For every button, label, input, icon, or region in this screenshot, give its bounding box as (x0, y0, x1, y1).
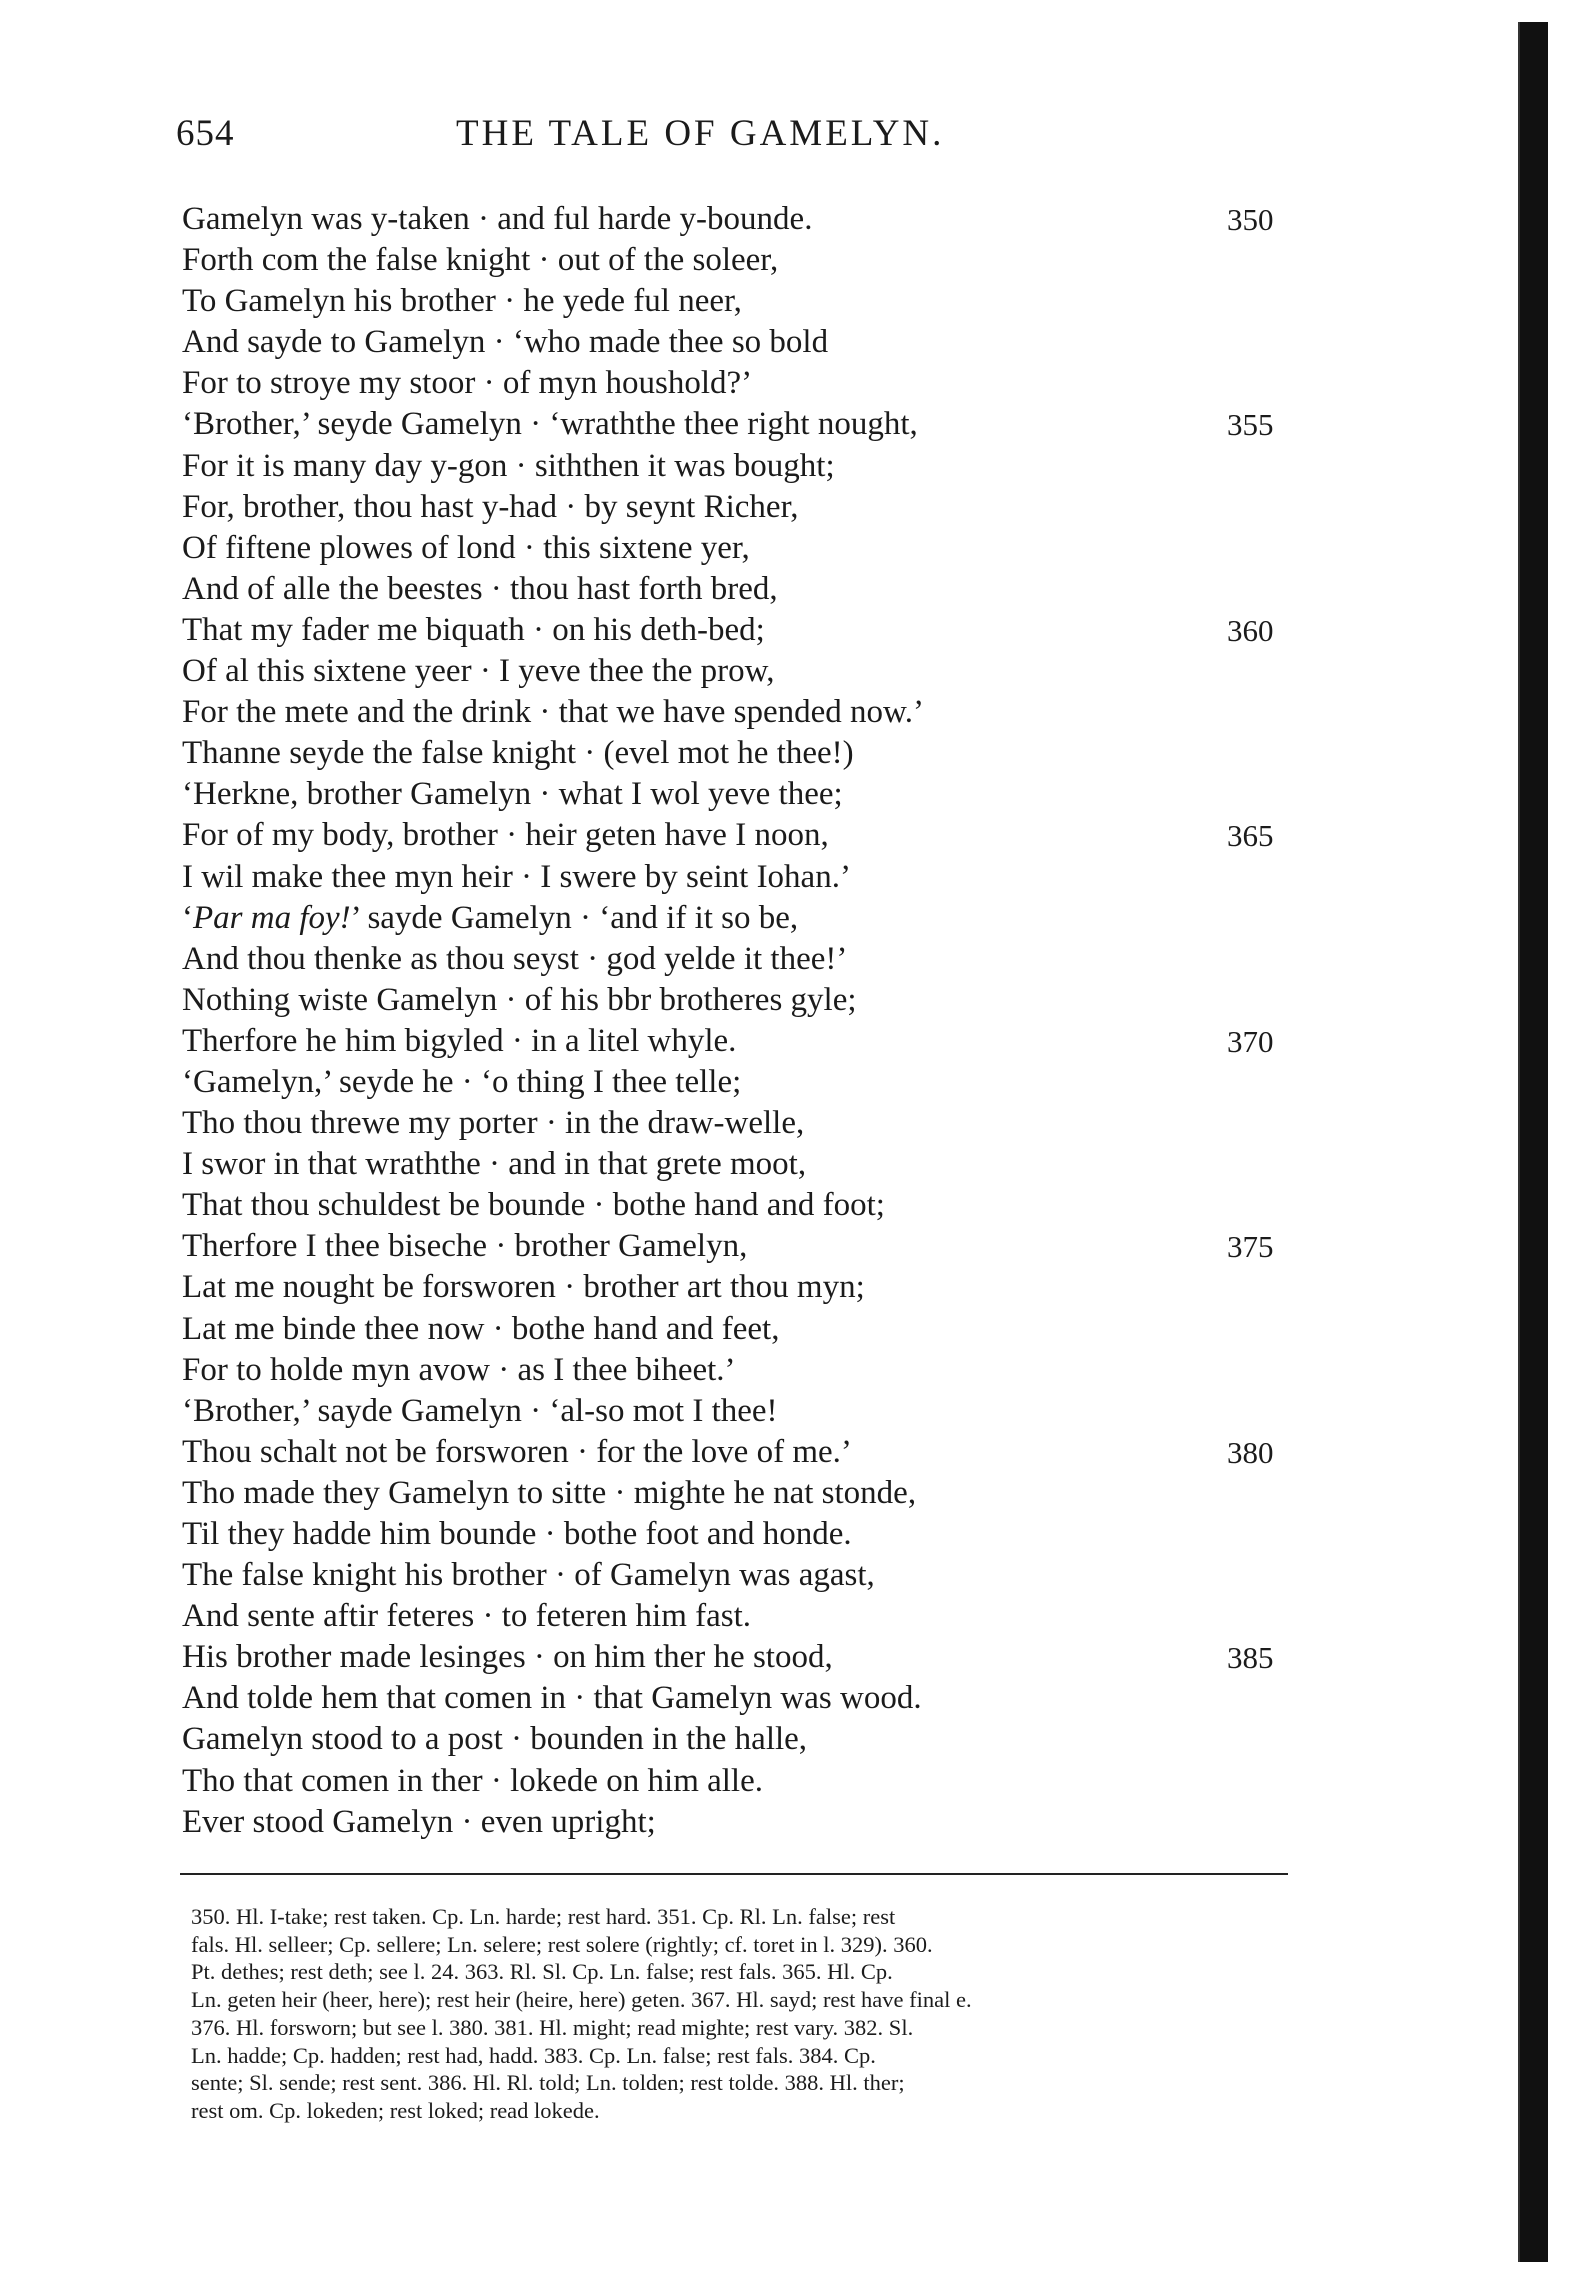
poem-line-text: Gamelyn was y-taken · and ful harde y-bounde. (182, 201, 813, 237)
line-number: 360 (1227, 612, 1274, 648)
poem-line-text: For, brother, thou hast y-had · by seynt Richer, (182, 488, 799, 525)
poem-line-text: Gamelyn stood to a post · bounden in the halle, (182, 1721, 808, 1758)
poem-line-text: Of fiftene plowes of lond · this sixtene yer, (182, 529, 750, 566)
poem-line-text: That thou schuldest be bounde · bothe hand and foot; (182, 1187, 885, 1224)
poem-line (182, 1555, 1302, 1596)
poem-line (182, 1473, 1302, 1514)
footnote-line: Ln. hadde; Cp. hadden; rest had, hadd. 383. Cp. Ln. false; rest fals. 384. Cp. (191, 2042, 876, 2068)
poem-line (182, 857, 1302, 898)
poem-line-text: Til they hadde him bounde · bothe foot and honde. (182, 1516, 852, 1552)
poem-line-text: Tho made they Gamelyn to sitte · mighte he nat stonde, (182, 1474, 917, 1511)
page-header (176, 112, 1076, 172)
poem-line (182, 610, 1302, 651)
poem-line (182, 446, 1302, 487)
poem-line-text: ‘Gamelyn,’ seyde he · ‘o thing I thee telle; (182, 1063, 742, 1100)
line-number: 370 (1227, 1023, 1274, 1059)
poem-line (182, 1514, 1302, 1555)
poem-text (182, 199, 1302, 1843)
line-number: 375 (1227, 1229, 1274, 1265)
poem-line-text: Thou schalt not be forsworen · for the love of me.’ (182, 1433, 852, 1470)
poem-line (182, 240, 1302, 281)
poem-line (182, 1719, 1302, 1760)
poem-line (182, 281, 1302, 322)
poem-line-text: His brother made lesinges · on him ther he stood, (182, 1639, 833, 1676)
poem-line-text: Nothing wiste Gamelyn · of his bbr brotheres gyle; (182, 981, 857, 1018)
poem-line-text: That my fader me biquath · on his deth-bed; (182, 611, 765, 648)
poem-line-text: For to holde myn avow · as I thee biheet.’ (182, 1351, 736, 1388)
poem-line (182, 322, 1302, 363)
poem-line-text: I swor in that wraththe · and in that grete moot, (182, 1146, 807, 1183)
footnote-rule (180, 1873, 1288, 1875)
poem-line-text: To Gamelyn his brother · he yede ful neer, (182, 283, 742, 320)
poem-line-text: I wil make thee myn heir · I swere by seint Iohan.’ (182, 858, 851, 895)
poem-line-text: Therfore I thee biseche · brother Gamelyn, (182, 1228, 748, 1265)
poem-line (182, 1185, 1302, 1226)
poem-line-text: Ever stood Gamelyn · even upright; (182, 1803, 656, 1840)
poem-line-text: Lat me nought be forsworen · brother art thou myn; (182, 1269, 865, 1306)
poem-line-text: Therfore he him bigyled · in a litel whyle. (182, 1022, 737, 1059)
poem-line (182, 1761, 1302, 1802)
poem-line (182, 1637, 1302, 1678)
poem-line (182, 199, 1302, 240)
poem-line (182, 1432, 1302, 1473)
close-quote: ’ (350, 899, 360, 936)
poem-line (182, 569, 1302, 610)
poem-line (182, 898, 1302, 939)
poem-line (182, 404, 1302, 445)
poem-line (182, 1350, 1302, 1391)
poem-line-text (182, 900, 798, 936)
poem-line (182, 1802, 1302, 1843)
footnote-line: sente; Sl. sende; rest sent. 386. Hl. Rl. told; Ln. tolden; rest tolde. 388. Hl. ther; (191, 2070, 905, 2096)
poem-line-text: And of alle the beestes · thou hast forth bred, (182, 570, 778, 607)
poem-line (182, 1103, 1302, 1144)
poem-line-text: Tho thou threwe my porter · in the draw-welle, (182, 1105, 805, 1142)
line-rest: sayde Gamelyn · ‘and if it so be, (359, 899, 799, 936)
poem-line (182, 733, 1302, 774)
poem-line (182, 1309, 1302, 1350)
page-number: 654 (176, 113, 235, 154)
poem-line (182, 815, 1302, 856)
poem-line-text: ‘Brother,’ sayde Gamelyn · ‘al-so mot I thee! (182, 1392, 778, 1429)
poem-line-text: Tho that comen in ther · lokede on him alle. (182, 1762, 763, 1799)
poem-line (182, 1062, 1302, 1103)
line-number: 380 (1227, 1434, 1274, 1470)
poem-line-text: For to stroye my stoor · of myn houshold?’ (182, 365, 753, 402)
poem-line-text: And thou thenke as thou seyst · god yelde it thee!’ (182, 940, 848, 977)
line-number: 355 (1227, 407, 1274, 443)
poem-line (182, 774, 1302, 815)
poem-line (182, 1678, 1302, 1719)
footnote-line: Ln. geten heir (heer, here); rest heir (heire, here) geten. 367. Hl. sayd; rest have final e. (191, 1987, 972, 2013)
line-number: 385 (1227, 1640, 1274, 1676)
poem-line-text: Forth com the false knight · out of the soleer, (182, 242, 779, 279)
running-title: THE TALE OF GAMELYN. (456, 113, 945, 154)
italic-phrase: Par ma foy! (193, 899, 351, 936)
poem-line-text: For the mete and the drink · that we have spended now.’ (182, 694, 924, 731)
poem-line-text: For of my body, brother · heir geten have I noon, (182, 817, 829, 854)
open-quote: ‘ (182, 899, 193, 936)
poem-line-text: And sayde to Gamelyn · ‘who made thee so bold (182, 324, 829, 361)
footnote-line: fals. Hl. selleer; Cp. sellere; Ln. selere; rest solere (rightly; cf. toret in l. 329). 360. (191, 1931, 933, 1957)
poem-line (182, 1596, 1302, 1637)
poem-line (182, 980, 1302, 1021)
footnote-line: rest om. Cp. lokeden; rest loked; read lokede. (191, 2097, 600, 2123)
poem-line-text: ‘Herkne, brother Gamelyn · what I wol yeve thee; (182, 776, 843, 813)
poem-line (182, 528, 1302, 569)
footnotes (191, 1903, 1291, 2125)
poem-line (182, 1144, 1302, 1185)
poem-line (182, 939, 1302, 980)
poem-line (182, 1226, 1302, 1267)
poem-line (182, 487, 1302, 528)
poem-line-text: Of al this sixtene yeer · I yeve thee the prow, (182, 653, 775, 690)
line-number: 365 (1227, 818, 1274, 854)
poem-line (182, 1391, 1302, 1432)
poem-line-text: For it is many day y-gon · siththen it was bought; (182, 447, 835, 484)
footnote-line: 350. Hl. I-take; rest taken. Cp. Ln. harde; rest hard. 351. Cp. Rl. Ln. false; rest (191, 1904, 896, 1929)
poem-line (182, 651, 1302, 692)
poem-line-text: The false knight his brother · of Gamelyn was agast, (182, 1557, 875, 1594)
poem-line-text: Lat me binde thee now · bothe hand and feet, (182, 1310, 780, 1347)
page-binding-edge (1518, 22, 1548, 2262)
poem-line-text: And tolde hem that comen in · that Gamelyn was wood. (182, 1680, 922, 1717)
poem-line-text: And sente aftir feteres · to feteren him fast. (182, 1598, 752, 1635)
footnote-line: 376. Hl. forsworn; but see l. 380. 381. Hl. might; read mighte; rest vary. 382. Sl. (191, 2014, 914, 2040)
footnote-line: Pt. dethes; rest deth; see l. 24. 363. Rl. Sl. Cp. Ln. false; rest fals. 365. Hl. Cp. (191, 1959, 893, 1985)
poem-line (182, 692, 1302, 733)
poem-line (182, 1267, 1302, 1308)
poem-line-text: ‘Brother,’ seyde Gamelyn · ‘wraththe thee right nought, (182, 406, 918, 443)
poem-line (182, 363, 1302, 404)
line-number: 350 (1227, 202, 1274, 237)
poem-line-text: Thanne seyde the false knight · (evel mot he thee!) (182, 735, 854, 772)
poem-line (182, 1021, 1302, 1062)
